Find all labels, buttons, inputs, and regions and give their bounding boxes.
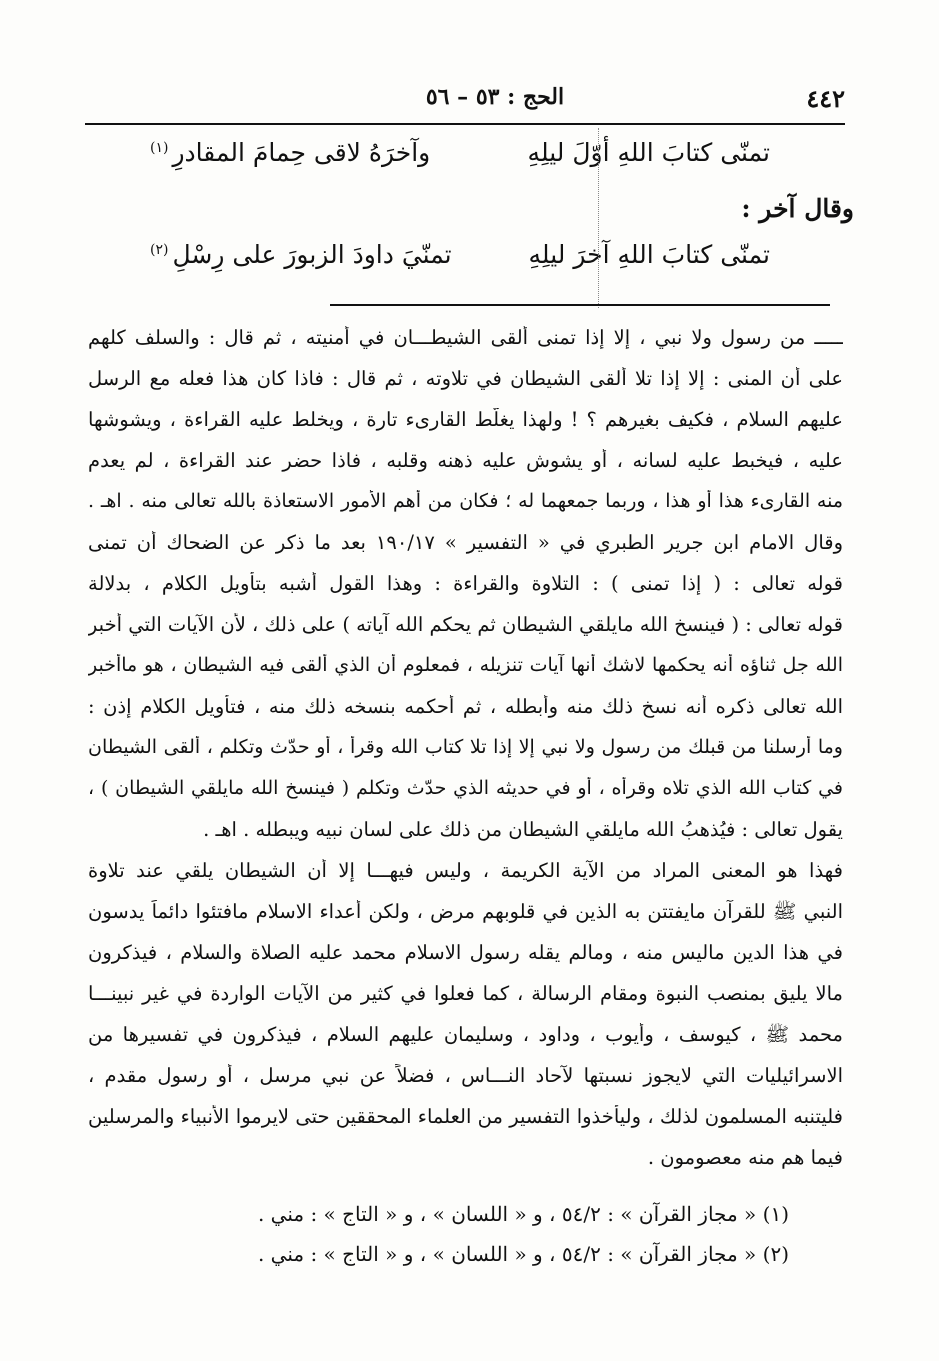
verse-1-hemistich-2 xyxy=(150,138,430,167)
body-line: عليهم السلام ، فكيف بغيرهم ؟ ! ولهذا يغلّط القارىء تارة ، ويخلط عليه القراءة ، ويشوشها xyxy=(88,408,843,431)
body-line: عليه ، فيخبط عليه لسانه ، أو يشوش عليه ذهنه وقلبه ، فاذا حضر عند القراءة ، لم يعدم xyxy=(88,449,843,472)
body-line: يقول تعالى : فيُذهبُ الله مايلقي الشيطان من ذلك على لسان نبيه ويبطله . اهـ . xyxy=(203,818,843,841)
body-line: محمد ﷺ ، كيوسف ، وأيوب ، وداود ، وسليمان عليهم السلام ، فيذكرون في تفسيرها من xyxy=(88,1023,843,1046)
body-line: الله جل ثناؤه أنه يحكمها لاشك أنها آيات تنزيله ، فمعلوم أن الذي ألقى فيه الشيطان ، هو ماأخبر xyxy=(88,654,843,676)
body-line: وما أرسلنا من قبلك من رسول ولا نبي إلا إذا تلا كتاب الله وقرأ ، أو حدّث وتكلم ، ألقى الشيطان xyxy=(88,736,843,758)
body-line: الاسرائيليات التي لايجوز نسبتها لآحاد النـــاس ، فضلاً عن نبي مرسل ، أو رسول مقدم ، xyxy=(88,1064,843,1087)
body-line: على أن المنى : إلا إذا تلا ألقى الشيطان في تلاوته ، ثم قال : فاذا كان هذا فعله مع الرسل xyxy=(88,367,843,390)
body-line: فليتنبه المسلمون لذلك ، وليأخذوا التفسير من العلماء المحققين حتى لايرموا الأنبياء والمرسلين xyxy=(88,1105,843,1128)
footnote-marker-1: (١) xyxy=(150,139,169,156)
header-rule xyxy=(85,123,845,125)
body-line: في كتاب الله الذي تلاه وقرأه ، أو في حديثه الذي حدّث وتكلم ( فينسخ الله مايلقي الشيطان ) ، xyxy=(88,777,843,799)
body-line: النبي ﷺ للقرآن مايفتتن به الذين في قلوبهم مرض ، ولكن أعداء الاسلام مافتئوا دائماً يدسون xyxy=(88,900,843,923)
body-line: وقال الامام ابن جرير الطبري في « التفسير » ١٩٠/١٧ بعد ما ذكر عن الضحاك أن تمنى xyxy=(88,531,843,554)
verse-2-hemistich-1: تمنّى كتابَ اللهِ آخرَ ليلِهِ xyxy=(528,240,770,269)
body-line: ـــــ من رسول ولا نبي ، إلا إذا تمنى ألقى الشيطـــان في أمنيته ، ثم قال : والسلف كلهم xyxy=(88,326,843,349)
verse-line-1 xyxy=(150,138,770,182)
page-header xyxy=(85,78,845,118)
verse-intro: وقال آخر : xyxy=(741,194,854,223)
footnote-2: (٢) « مجاز القرآن » : ٥٤/٢ ، و « اللسان » ، و « التاج » : مني . xyxy=(257,1242,789,1266)
verse-2-hemistich-2 xyxy=(150,240,452,269)
verse-1-hemistich-1: تمنّى كتابَ اللهِ أوّلَ ليلِهِ xyxy=(527,138,770,167)
footnote-marker-2: (٢) xyxy=(150,241,169,258)
body-line: مالا يليق بمنصب النبوة ومقام الرسالة ، كما فعلوا في كثير من الآيات الواردة في غير نبينـــا xyxy=(88,982,843,1005)
body-line: في هذا الدين ماليس منه ، ومالم يقله رسول الاسلام محمد عليه الصلاة والسلام ، فيذكرون xyxy=(88,941,843,964)
verse-2-hemistich-2-text: تمنّيَ داودَ الزبورَ على رِسْلِ xyxy=(172,240,452,269)
verse-divider xyxy=(598,128,600,308)
verse-line-2 xyxy=(150,240,770,284)
body-line: منه القارىء هذا أو هذا ، وربما جمعهما له ؛ فكان من أهم الأمور الاستعاذة بالله تعالى منه . اهـ . xyxy=(88,490,843,512)
footnote-1: (١) « مجاز القرآن » : ٥٤/٢ ، و « اللسان » ، و « التاج » : مني . xyxy=(257,1202,789,1226)
verse-rule xyxy=(330,304,830,306)
running-title: الحج : ٥٣ – ٥٦ xyxy=(425,84,565,110)
body-line: قوله تعالى : ( إذا تمنى ) : التلاوة والقراءة : وهذا القول أشبه بتأويل الكلام ، بدلالة xyxy=(88,572,843,595)
body-line: فيما هم منه معصومون . xyxy=(647,1146,843,1169)
body-line: فهذا هو المعنى المراد من الآية الكريمة ، وليس فيهـــا إلا أن الشيطان يلقي عند تلاوة xyxy=(88,859,843,882)
body-line: الله تعالى ذكره أنه نسخ ذلك منه وأبطله ، ثم أحكمه بنسخه ذلك منه ، فتأويل الكلام إذن : xyxy=(88,695,843,718)
verse-1-hemistich-2-text: وآخرَهُ لاقى حِمامَ المقادرِ xyxy=(172,138,431,167)
page-number: ٤٤٢ xyxy=(806,84,845,113)
body-line: قوله تعالى : ( فينسخ الله مايلقي الشيطان ثم يحكم الله آياته ) على ذلك ، لأن الآيات التي أخبر xyxy=(88,613,843,636)
